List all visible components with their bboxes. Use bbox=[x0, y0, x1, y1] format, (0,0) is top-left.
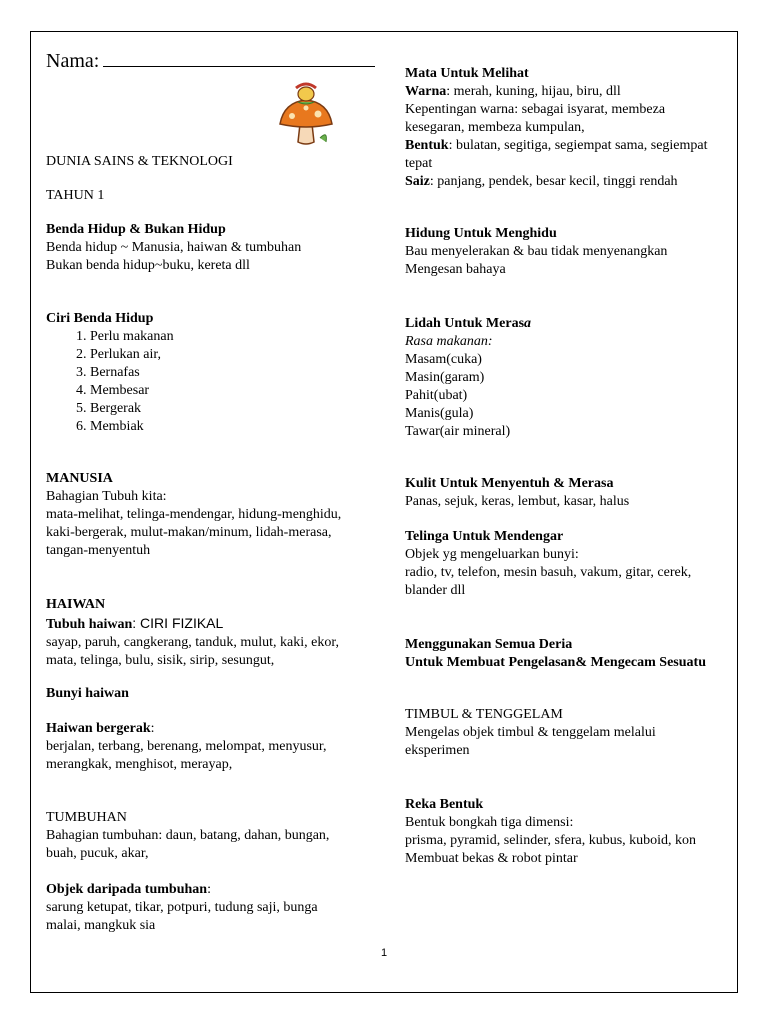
objek-line-2: malai, mangkuk sia bbox=[46, 918, 156, 933]
objek-tumbuhan-section bbox=[46, 881, 376, 935]
hidung-heading: Hidung Untuk Menghidu bbox=[405, 226, 557, 241]
kepentingan-line-1: Kepentingan warna: sebagai isyarat, membeza bbox=[405, 102, 666, 117]
bunyi-haiwan-section bbox=[46, 685, 376, 703]
name-field bbox=[46, 48, 375, 72]
rasa-item: Manis(gula) bbox=[405, 406, 474, 421]
year-block bbox=[46, 187, 376, 205]
bergerak-line-2: merangkak, menghisot, merayap, bbox=[46, 757, 233, 772]
timbul-heading: TIMBUL & TENGGELAM bbox=[405, 707, 563, 722]
hidung-section bbox=[405, 225, 735, 279]
tumbuhan-section bbox=[46, 809, 376, 863]
kulit-heading: Kulit Untuk Menyentuh & Merasa bbox=[405, 476, 614, 491]
bergerak-line-1: berjalan, terbang, berenang, melompat, menyusur, bbox=[46, 739, 327, 754]
bunyi-heading: Bunyi haiwan bbox=[46, 686, 129, 701]
telinga-line-3: blander dll bbox=[405, 583, 466, 598]
benda-hidup-heading: Benda Hidup & Bukan Hidup bbox=[46, 222, 226, 237]
rasa-item: Pahit(ubat) bbox=[405, 388, 468, 403]
mata-heading: Mata Untuk Melihat bbox=[405, 66, 529, 81]
saiz-label: Saiz bbox=[405, 174, 430, 189]
benda-hidup-line-2: Bukan benda hidup~buku, kereta dll bbox=[46, 258, 250, 273]
mata-section bbox=[405, 65, 735, 191]
reka-bentuk-section bbox=[405, 796, 735, 868]
name-label: Nama: bbox=[46, 50, 100, 72]
list-item: 6. Membiak bbox=[90, 418, 376, 436]
manusia-line-4: tangan-menyentuh bbox=[46, 543, 151, 558]
manusia-line-1: Bahagian Tubuh kita: bbox=[46, 489, 167, 504]
subject-title: DUNIA SAINS & TEKNOLOGI bbox=[46, 154, 233, 169]
list-item: 1. Perlu makanan bbox=[90, 328, 376, 346]
benda-hidup-line-1: Benda hidup ~ Manusia, haiwan & tumbuhan bbox=[46, 240, 302, 255]
bergerak-label: Haiwan bergerak bbox=[46, 721, 151, 736]
benda-hidup-section bbox=[46, 221, 376, 275]
manusia-line-2: mata-melihat, telinga-mendengar, hidung-menghidu, bbox=[46, 507, 342, 522]
ciri-heading: Ciri Benda Hidup bbox=[46, 311, 154, 326]
warna-label: Warna bbox=[405, 84, 447, 99]
telinga-heading: Telinga Untuk Mendengar bbox=[405, 529, 564, 544]
tumbuhan-line-1: Bahagian tumbuhan: daun, batang, dahan, bungan, bbox=[46, 828, 330, 843]
telinga-line-2: radio, tv, telefon, mesin basuh, vakum, gitar, cerek, bbox=[405, 565, 692, 580]
rasa-item: Masin(garam) bbox=[405, 370, 485, 385]
list-item: 5. Bergerak bbox=[90, 400, 376, 418]
timbul-section bbox=[405, 706, 735, 760]
objek-line-1: sarung ketupat, tikar, potpuri, tudung saji, bunga bbox=[46, 900, 318, 915]
lidah-heading-main: Lidah Untuk Meras bbox=[405, 316, 525, 331]
rasa-item: Masam(cuka) bbox=[405, 352, 482, 367]
list-item: 2. Perlukan air, bbox=[90, 346, 376, 364]
title-block bbox=[46, 153, 376, 171]
semua-deria-section bbox=[405, 636, 745, 672]
haiwan-line-2: mata, telinga, bulu, sisik, sirip, sesungut, bbox=[46, 653, 275, 668]
kulit-section bbox=[405, 475, 735, 511]
reka-line-2: prisma, pyramid, selinder, sfera, kubus, kuboid, kon bbox=[405, 833, 697, 848]
lidah-section bbox=[405, 315, 735, 441]
semua-deria-line-1: Menggunakan Semua Deria bbox=[405, 637, 573, 652]
telinga-section bbox=[405, 528, 735, 600]
reka-line-1: Bentuk bongkah tiga dimensi: bbox=[405, 815, 574, 830]
hidung-line-2: Mengesan bahaya bbox=[405, 262, 506, 277]
warna-text: : merah, kuning, hijau, biru, dll bbox=[446, 84, 621, 99]
page-number: 1 bbox=[380, 947, 388, 959]
bentuk-line-2: tepat bbox=[405, 156, 433, 171]
timbul-line-1: Mengelas objek timbul & tenggelam melalui bbox=[405, 725, 656, 740]
manusia-section bbox=[46, 470, 376, 560]
timbul-line-2: eksperimen bbox=[405, 743, 470, 758]
reka-heading: Reka Bentuk bbox=[405, 797, 484, 812]
rasa-heading: Rasa makanan: bbox=[405, 334, 493, 349]
tumbuhan-line-2: buah, pucuk, akar, bbox=[46, 846, 149, 861]
haiwan-section bbox=[46, 596, 376, 670]
haiwan-bergerak-section bbox=[46, 720, 376, 774]
mushroom-illustration bbox=[278, 80, 334, 146]
name-blank-line bbox=[103, 48, 375, 67]
tubuh-haiwan-text: : CIRI FIZIKAL bbox=[132, 615, 224, 631]
semua-deria-line-2: Untuk Membuat Pengelasan& Mengecam Sesuatu bbox=[405, 655, 706, 670]
haiwan-heading: HAIWAN bbox=[46, 597, 106, 612]
tubuh-haiwan-label: Tubuh haiwan bbox=[46, 617, 133, 632]
tumbuhan-heading: TUMBUHAN bbox=[46, 810, 127, 825]
list-item: 3. Bernafas bbox=[90, 364, 376, 382]
bergerak-colon: : bbox=[150, 721, 155, 736]
haiwan-line-1: sayap, paruh, cangkerang, tanduk, mulut, kaki, ekor, bbox=[46, 635, 339, 650]
lidah-heading bbox=[405, 316, 531, 331]
lidah-heading-end: a bbox=[524, 316, 532, 331]
ciri-list bbox=[46, 328, 376, 436]
rasa-item: Tawar(air mineral) bbox=[405, 424, 511, 439]
kulit-line-1: Panas, sejuk, keras, lembut, kasar, halus bbox=[405, 494, 630, 509]
ciri-benda-hidup-section bbox=[46, 310, 376, 436]
telinga-line-1: Objek yg mengeluarkan bunyi: bbox=[405, 547, 579, 562]
list-item: 4. Membesar bbox=[90, 382, 376, 400]
objek-label: Objek daripada tumbuhan bbox=[46, 882, 208, 897]
reka-line-3: Membuat bekas & robot pintar bbox=[405, 851, 578, 866]
kepentingan-line-2: kesegaran, membeza kumpulan, bbox=[405, 120, 585, 135]
saiz-text: : panjang, pendek, besar kecil, tinggi rendah bbox=[429, 174, 678, 189]
manusia-heading: MANUSIA bbox=[46, 471, 113, 486]
bentuk-label: Bentuk bbox=[405, 138, 449, 153]
year-title: TAHUN 1 bbox=[46, 188, 105, 203]
hidung-line-1: Bau menyelerakan & bau tidak menyenangkan bbox=[405, 244, 668, 259]
bentuk-text: : bulatan, segitiga, segiempat sama, segiempat bbox=[448, 138, 708, 153]
manusia-line-3: kaki-bergerak, mulut-makan/minum, lidah-merasa, bbox=[46, 525, 332, 540]
objek-colon: : bbox=[207, 882, 211, 897]
